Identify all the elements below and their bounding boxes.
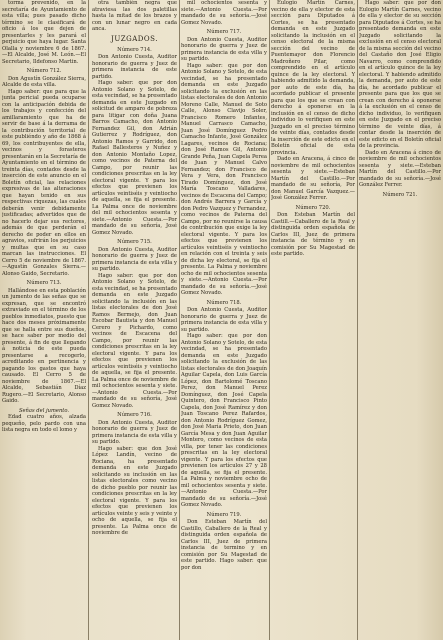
column-divider [269,0,270,640]
paragraph: torma prevenido, en la secretaría de Ayuntamiento de esta villa; pues pasado dicho término se le clasificará de oficio á los que dejen de presentarles y les parará el perjuicio que haya lugar. Santa Olalla y noviembre 6 de 1867.—El Alcalde, José M. León.—El Secretario, Ildefonso Martin. [2,0,86,65]
section-heading: JUZGADOS. [111,34,158,43]
paragraph: Don Esteban Martín del Castill.—Caballero de la Real y distinguida orden española de Carlos III, Juez de primera instancia de término y en comisión por Su Magestad de este partido. [271,212,355,257]
column-divider [88,0,89,640]
paragraph: Eulogio Martín Carnes, vecino de ella y elector de esta sección para Diputados á Cortes, se ha presentado demanda en este Juzgado solicitando la inclusión en el censo electoral de la misma sección del vecino de Puentemayor don Florencio Madroñero Pilar, como comprendido en el artículo quince de la ley electoral. Y habiendo admitido la demanda, por auto de este día, ha acordado publicar el presente para que los que se crean con derecho á oponerse en la inclusión en el censo de dicho individuo lo verifiquen en este Juzgado en el preciso término de veinte días, contados desde la inserción de este edicto en el Boletín oficial de esta provincia. [271,0,355,156]
paragraph: Hago saber: que por don Eulogio Martín Carnes, vecino de ella y elector de su sección para Diputados á Cortes, se ha presentado demanda en este Juzgado solicitando la exclusión en el censo electoral de la misma sección del vecino del Castaño don José Eligio Navarro, como comprendido en el artículo quince de la ley electoral. Y habiendo admitido la demanda, por auto de este día, he acordado publicar el presente para que los que se crean con derecho á oponerse á la exclusión en el censo de dicho individuo, lo verifiquen en este Juzgado en el preciso término de veinte días, á contar desde la inserción de este edicto en el Boletín oficial de la provincia. [359,0,441,149]
paragraph: Hago saber: que don José López Landín, vecino de Rociana, ha presentado demanda en este Juzgado solicitando su inclusión en las listas electorales como vecino de dicho pueblo por reunir las condiciones prescritas en la ley electoral vigente. Y para los efectos que previenen los artículos veinte y seis y veinte y ocho de aquella, se fija el presente. La Palma once de noviembre de [92,445,177,536]
column-1 [2,0,86,640]
paragraph: Dado en Aracena, á cinco de noviembre de mil ochocientos sesenta y siete.—Esteban Martín del Castillo.—Por mandado de su señoría, Por don Manuel García Vazquez.—José González Ferrer. [271,156,355,201]
column-divider [179,0,180,640]
notice-number: Número 719. [206,511,242,518]
column-3 [181,0,267,640]
paragraph: mil ochocientos sesenta y siete.—Antonio Cuesta.—Por mandado de su señoría.—José Gomez Novado. [181,0,267,26]
column-5 [359,0,441,640]
notice-number: Número 718. [206,299,242,306]
paragraph: Dado en Aracena á cinco de noviembre de mil ochocientos sesenta y siete.—Esteban Martín del Castillo.—Por mandado de su señoría.—José González Ferrer. [359,149,441,188]
notice-number: Número 721. [382,191,418,198]
notice-number: Número 712. [26,68,62,74]
notice-number: Número 716. [117,412,152,418]
paragraph: Don Antonio Cuesta, Auditor honorario de guerra y Juez de primera instancia de esta villa y su partido. [92,419,177,445]
notice-number: Número 714. [117,46,152,53]
paragraph: otra también negra que atraviesa las dos paletillas hasta la mitad de los brazos y con un lunar negro en cada anca. [92,0,177,32]
paragraph: Hago saber: que por don Antonio Solano y Sotelo, de esta vecindad, se ha presentado demanda en este Juzgado solicitando la inclusión en las listas electorales de don José Ramos Bermejo, don Juan Escobar Bautista y don Manuel Cerero y Pichardo, como vecinos de Escacena del Campo, por reunir las condiciones prescritas en la ley electoral vigente. Y para los efectos que previenen los artículos veintiséis y veintiocho de aquella, se fija el presente. La Palma once de noviembre de mil ochocientos sesenta y siete.—Antonio Cuesta.—Por mandado de su señoría, José Gomez Novado. [92,272,177,409]
paragraph: Don Antonio Cuesta, Auditor honorario de guerra y Juez de primera instancia de esta villa y su partido. [92,246,177,272]
column-divider [357,0,358,640]
notice-number: Número 715. [117,239,152,245]
paragraph: Don Antonio Cuesta, Auditor honorario de guerra y Juez de primera instancia de este partido. [92,54,177,80]
notice-number: Número 720. [295,204,331,211]
paragraph: Hago saber: que por don Antonio Solano y Sotelo, de esta vecindad, se ha presentado demanda en este Juzgado solicitando la exclusión de las listas electorales de don Joaquín Aguilar Capela, don Luis García López, don Bartolomé Toscano Perez, don Manuel Perez Domínguez, don José Capela Quintero, don Francisco Pinto Capela, don José Ramírez y don Juan Toscano Perez Rafardos, don Antonio Rodríguez Gomez, don José María Prieto, don Juan García Mesa y don Juan Aguilar Montero, como vecinos de esta villa, por tener las condiciones prescritas en la ley electoral vigente. Y para los efectos que previenen los artículos 27 y 28 de aquella, se fija el presente. La Palma y noviembre ocho de mil ochocientos sesenta y siete.—Antonio Cuesta.—Por mandado de su señoría.—José Gomez Novado. [181,333,267,508]
paragraph: Hago saber: que para que la junta pericial pueda ocuparse con la anticipación debida de los trabajos y confección del amillaramiento que ha de servir de base á la derrama de la contribución territorial de este publiéndo y año de 1868 á 69, los contribuyentes de ella, vecinos y forasteros presentarán en la Secretaría de Ayuntamiento en el término de treinta días, contados desde la inserción de este anuncio en el Boletín oficial, las relaciones expresivas de las alteraciones que hayan tenido en sus respectivas riquezas, las cuales deberán venir debidamente justificadas; advertidos que de no hacerlo dejar sus rectores, además de que perderán el derecho de poder en ellos en agravios, sufrirán los perjuicios y multas que en su caso marcan las instrucciones. El Cerro 5 de noviembre de 1867.—Agustín Gonzales Sierra.—Alonso Gaido, Secretario. [2,88,86,277]
paragraph: Don Antonio Cuesta, Auditor honorario de guerra y Juez de primera instancia de esta villa y su partido. [181,307,267,333]
paragraph: Hallándose en esta población un jumento de las señas que se expresan, que se encontró extraviado en el término de los pueblos inmediatos, puesto que hace dos meses próximamente que se halla entre sus dueños, se hace saber por medio del presente, á fin de que llegando á noticia de este pueda presentarse a recogerlo, acreditando en pertinencia y pagando los gastos que haya causado. El Cerro 5 de noviembre de 1867.—El Alcalde, Sebastián Díaz Rugero.—El Secretario, Alonso Gaido. [2,287,86,404]
notice-number: Número 713. [26,280,62,286]
paragraph: Hago saber: que por don Antonio Solano y Sotelo, de esta vecindad, se ha presentado demanda en este Juzgado en solicitud de amparo de pobreza para litigar con doña Juana Barros Camacho, don Antonio Fernandez Gil, don Adrián Gutierrez y Rodríguez, don Antonio Ramos y Garrido, don Rafael Ballesteros y Nuñez y don Antonio Montaño Lopez, como vecinos de Paterna del Campo, por reunir las condiciones prescritas en la ley electoral vigente. Y para los efectos que previenen los artículos veintiséis y veintiocho de aquella, se fija el presente. La Palma once de noviembre del mil ochocientos sesenta y siete.—Antonio Cuesta.—Por mandado de su señoría, José Gomez Novado. [92,80,177,236]
notice-number: Número 717. [206,29,242,35]
paragraph: Don Antonio Cuesta, Auditor honorario de guerra y Juez de primera instancia de esta villa y su partido. [181,36,267,62]
paragraph: Don Esteban Martín del Castillo, Caballero de la Real y distinguida orden española de Carlos III, Juez de primera instancia de termino y en comisión por Su Magestad de este partido. Hago saber: que por don [181,519,267,571]
paragraph: Edad cuatro años, alzada pequeño, pelo pardo con una lista negra en todo el lomo y [2,414,86,433]
column-4 [271,0,355,640]
paragraph: Hago saber: que por don Antonio Solano y Sotelo, de esta vecindad, se ha presentado demanda en este Juzgado solicitando la exclusión en las listas electorales de don Antonio Moreno Calle, Manuel de Soto Calle, Alonso Clavijo Soler, Francisco Romero Infantes, Manuel Carrasco Camacho, Juan José Domínguez Pedro Camacho Infante, José González Lagares, vecinos de Rociana; don José Ramos Gil, Antonio Grande Peña, Juan Capela Perea de Juan y Manuel Calvo Fernandez; don Francisco de Vera y Vera, don Francisco Tirado Domínguez, don José María Toscano Valladares, vecinos de Escacena del Campo; don Andrés Barrera y García y don Pedro Vazquez y Fernandez, como vecinos de Paterna del Campo, por no reunirse la causa de contribución que exige la ley electoral vigente. Y para los efectos que previenen los artículos veintiséis y veintiocho en relación con el treinta y seis de dicha ley electoral, se fija el presente. La Palma y noviembre ocho de mil ochocientos sesenta y siete.—Antonio Cuesta.—Por mandado de su señoría.—José Gomez Novado. [181,62,267,296]
subheading: Señas del jumento. [18,407,70,414]
paragraph: Don Agustín González Sierra, Alcalde de esta villa. [2,75,86,88]
column-2 [92,0,177,640]
